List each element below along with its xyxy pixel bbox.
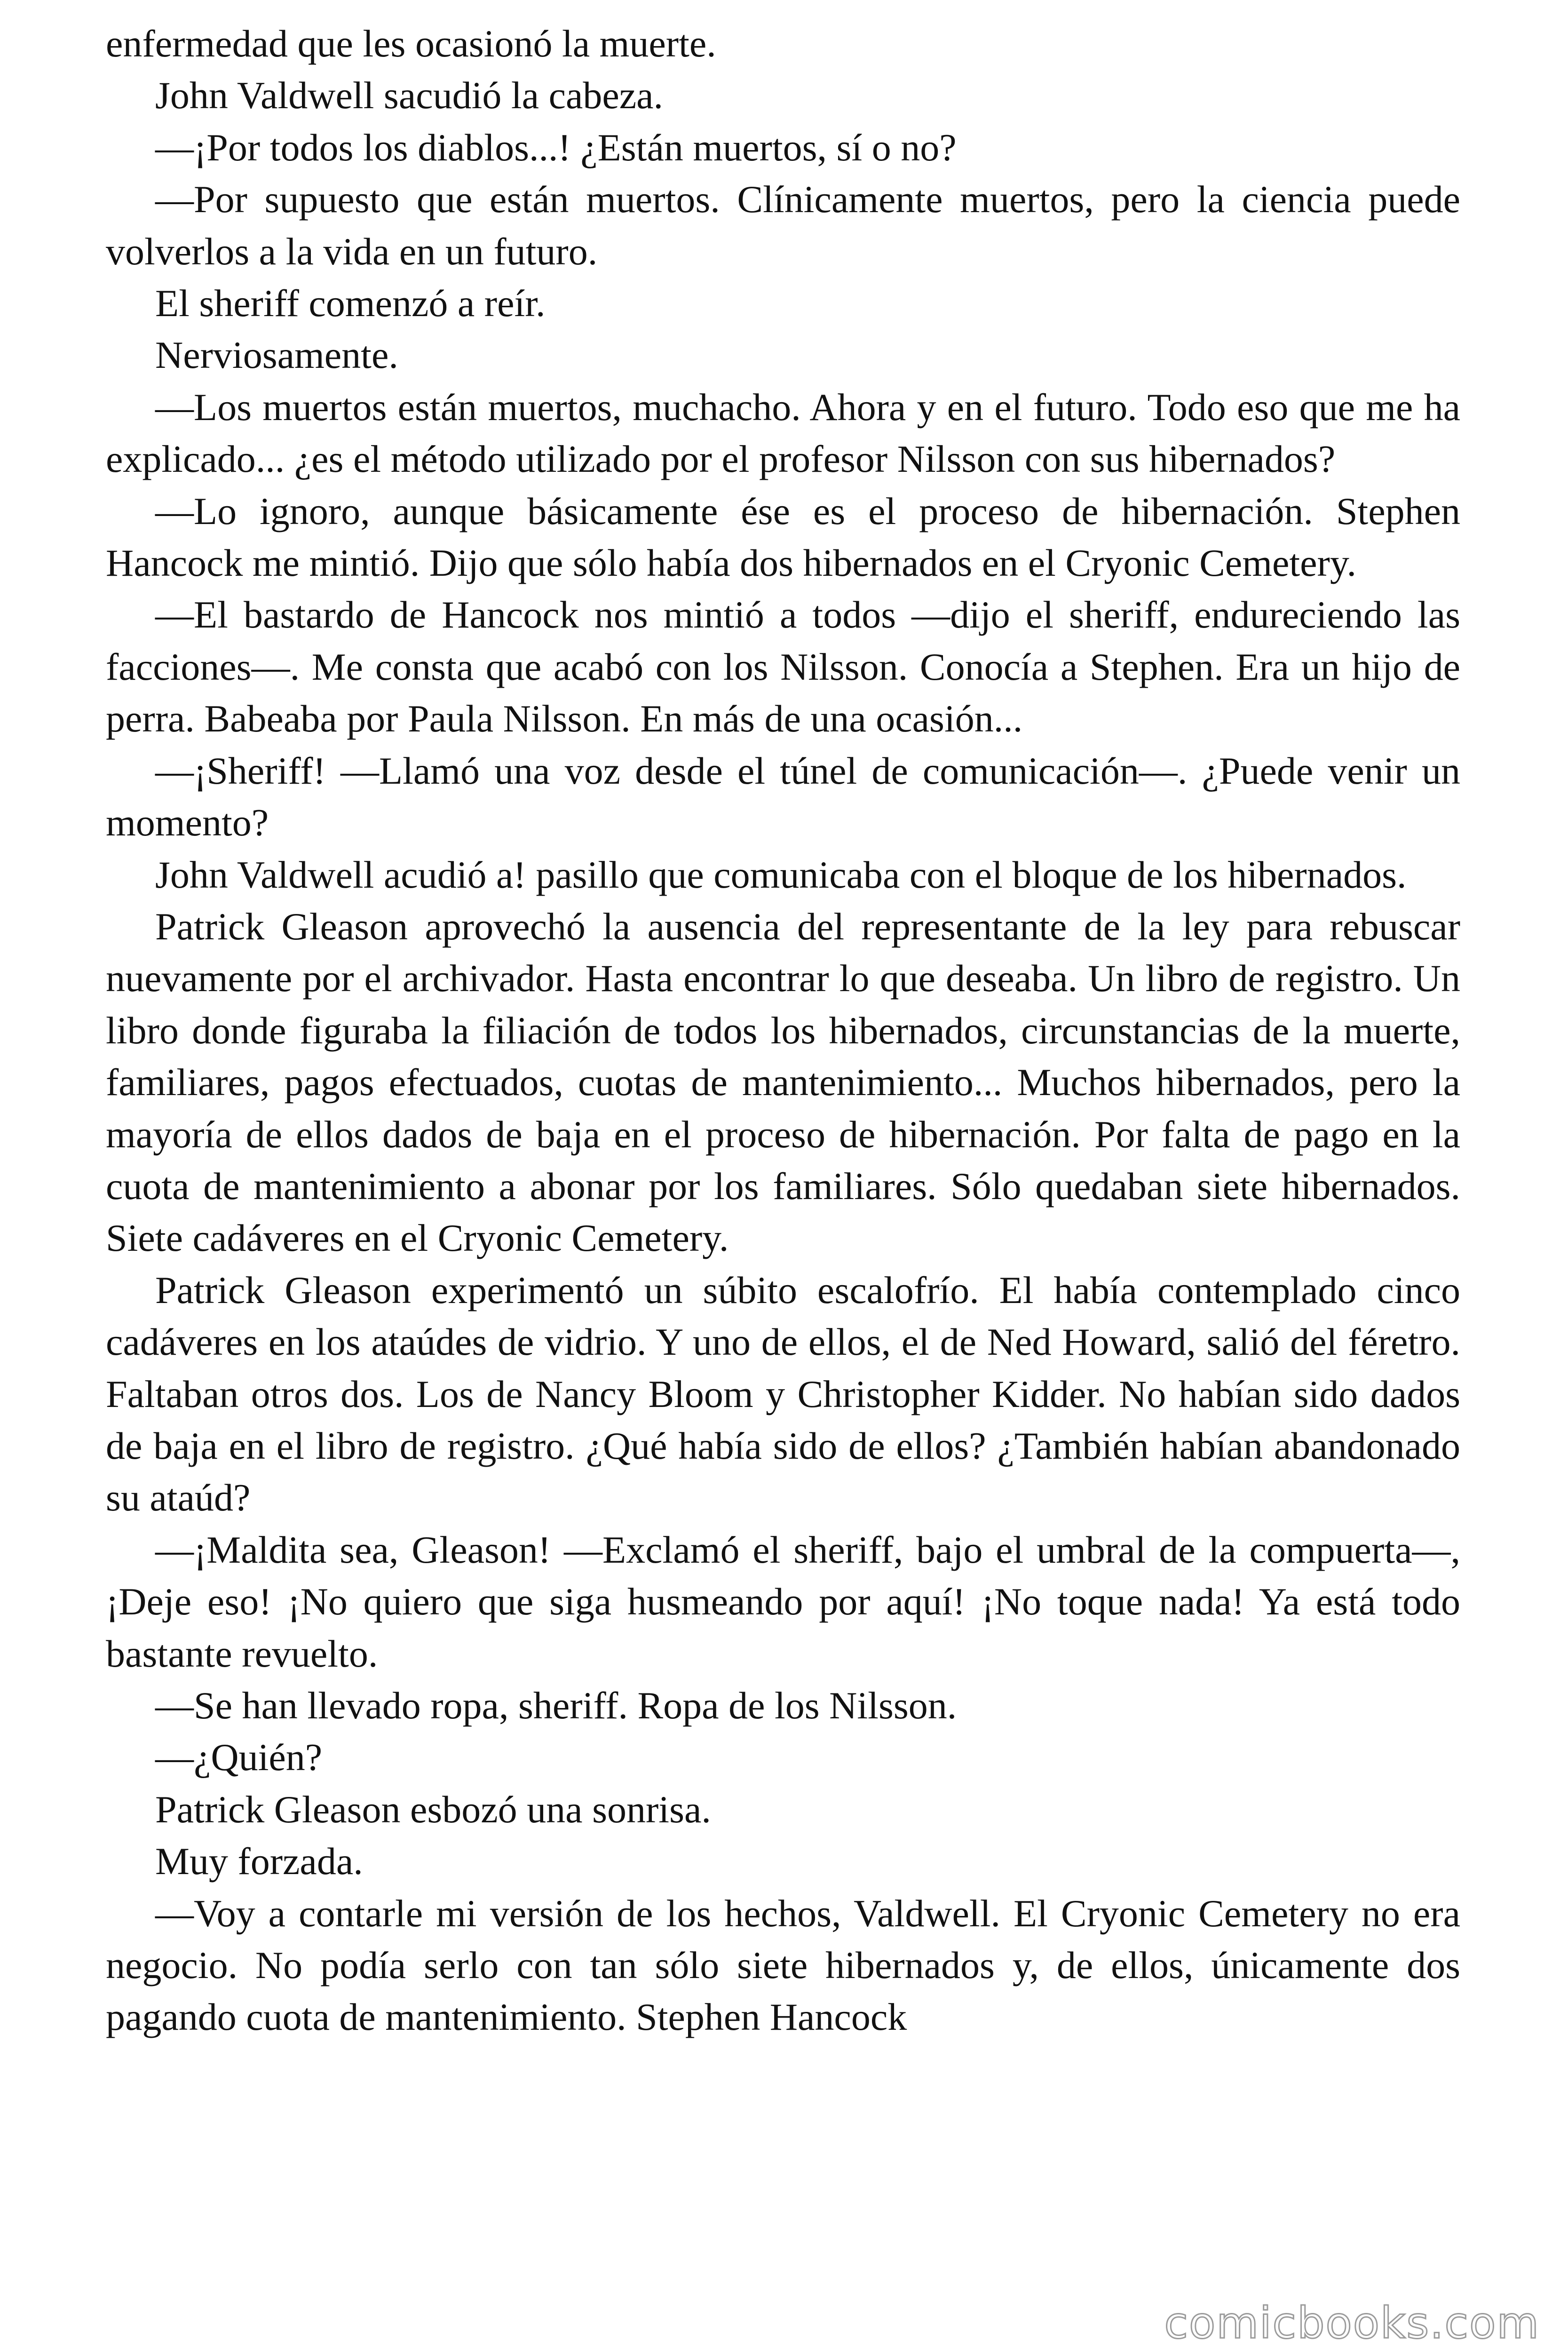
paragraph: Patrick Gleason esbozó una sonrisa. <box>155 1788 711 1831</box>
paragraph: —Se han llevado ropa, sheriff. Ropa de los Nilsson. <box>155 1684 957 1727</box>
paragraph: John Valdwell sacudió la cabeza. <box>155 74 664 117</box>
paragraph: Patrick Gleason experimentó un súbito escalofrío. El había contemplado cinco cadáveres en los ataúdes de vidrio. Y uno de ellos, el de Ned Howard, salió del féretro. Faltaban otros dos. Los de Nancy Bloom y Christopher Kidder. No habían sido dados de baja en el libro de registro. ¿Qué había sido de ellos? ¿También habían abandonado su ataúd? <box>106 1268 1460 1519</box>
paragraph: —¡Por todos los diablos...! ¿Están muertos, sí o no? <box>155 126 957 169</box>
paragraph: John Valdwell acudió a! pasillo que comunicaba con el bloque de los hibernados. <box>155 853 1407 896</box>
paragraph: Muy forzada. <box>155 1840 363 1883</box>
paragraph: —¿Quién? <box>155 1736 323 1779</box>
watermark: comicbooks.com <box>1164 2298 1540 2348</box>
paragraph: enfermedad que les ocasionó la muerte. <box>106 22 716 65</box>
paragraph: —Voy a contarle mi versión de los hechos, Valdwell. El Cryonic Cemetery no era negocio. No podía serlo con tan sólo siete hibernados y, de ellos, únicamente dos pagando cuota de mantenimiento. Stephen Hancock <box>106 1891 1460 2039</box>
paragraph: —El bastardo de Hancock nos mintió a todos —dijo el sheriff, endureciendo las facciones—. Me consta que acabó con los Nilsson. Conocía a Stephen. Era un hijo de perra. Babeaba por Paula Nilsson. En más de una ocasión... <box>106 593 1460 740</box>
paragraph: —¡Sheriff! —Llamó una voz desde el túnel de comunicación—. ¿Puede venir un momento? <box>106 749 1460 844</box>
paragraph: Patrick Gleason aprovechó la ausencia del representante de la ley para rebuscar nuevamente por el archivador. Hasta encontrar lo que deseaba. Un libro de registro. Un libro donde figuraba la filiación de todos los hibernados, circunstancias de la muerte, familiares, pagos efectuados, cuotas de mantenimiento... Muchos hibernados, pero la mayoría de ellos dados de baja en el proceso de hibernación. Por falta de pago en la cuota de mantenimiento a abonar por los familiares. Sólo quedaban siete hibernados. Siete cadáveres en el Cryonic Cemetery. <box>106 905 1460 1260</box>
paragraph: —¡Maldita sea, Gleason! —Exclamó el sheriff, bajo el umbral de la compuerta—, ¡Deje eso! ¡No quiero que siga husmeando por aquí! ¡No toque nada! Ya está todo bastante revuelto. <box>106 1528 1460 1675</box>
page-text <box>106 18 1460 2043</box>
paragraph: —Lo ignoro, aunque básicamente ése es el proceso de hibernación. Stephen Hancock me mintió. Dijo que sólo había dos hibernados en el Cryonic Cemetery. <box>106 489 1460 585</box>
paragraph: —Por supuesto que están muertos. Clínicamente muertos, pero la ciencia puede volverlos a la vida en un futuro. <box>106 178 1460 273</box>
paragraph: El sheriff comenzó a reír. <box>155 282 546 325</box>
paragraph: Nerviosamente. <box>155 334 398 377</box>
paragraph: —Los muertos están muertos, muchacho. Ahora y en el futuro. Todo eso que me ha explicado... ¿es el método utilizado por el profesor Nilsson con sus hibernados? <box>106 385 1460 481</box>
